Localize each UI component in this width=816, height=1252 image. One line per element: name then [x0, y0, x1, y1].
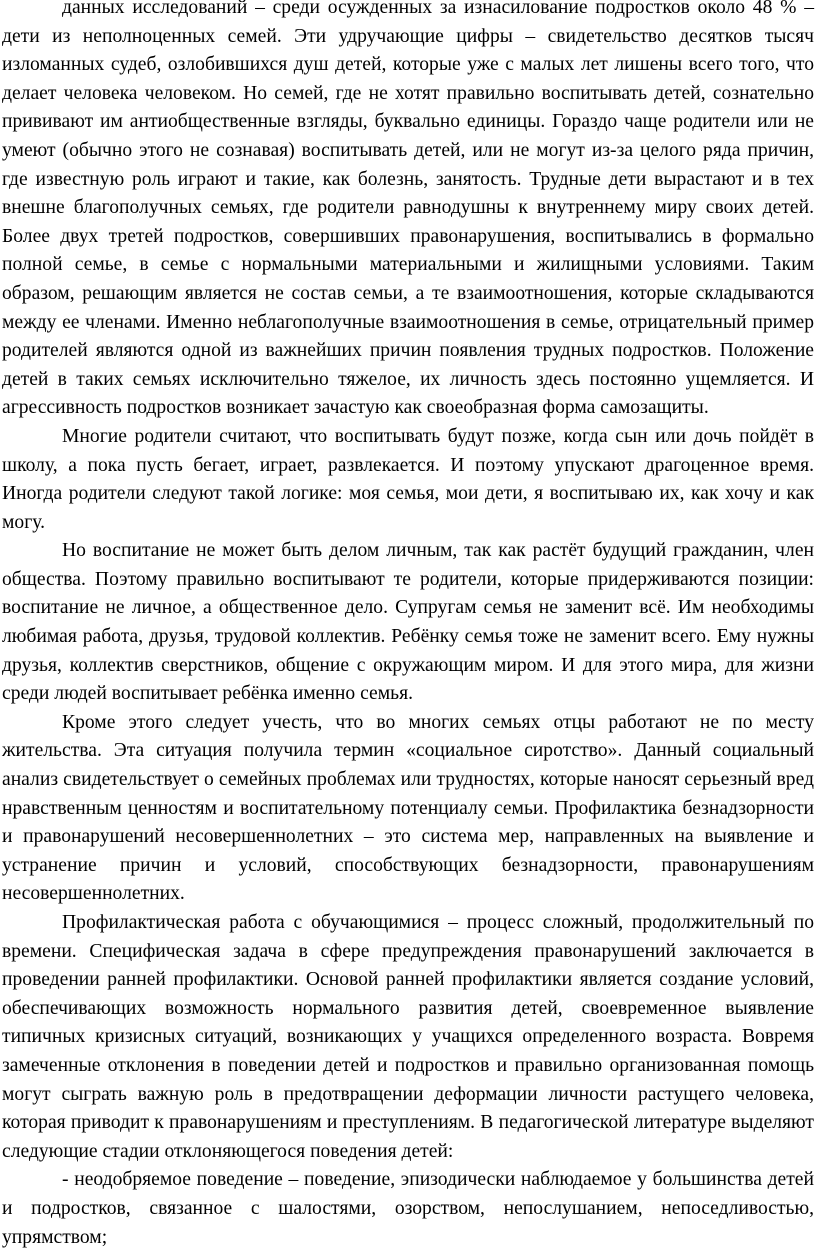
paragraph-upbringing-public: Но воспитание не может быть делом личным, так как растёт будущий гражданин, член общества. Поэтому правильно воспитывают те родители, которые придерживаются позиции: воспитание не личное, а общественное дело. Супругам семья не заменит всё. Им необходимы любимая работа, друзья, трудовой коллектив. Ребёнку семья тоже не заменит всего. Ему нужны друзья, коллектив сверстников, общение с окружающим миром. И для этого мира, для жизни среди людей воспитывает ребёнка именно семья.: [2, 540, 814, 705]
paragraph-continued: данных исследований – среди осужденных за изнасилование подростков около 48 % – дети из неполноценных семей. Эти удручающие цифры – свидетельство десятков тысяч изломанных судеб, озлобившихся душ детей, которые уже с малых лет лишены всего того, что делает человека человеком. Но семей, где не хотят правильно воспитывать детей, сознательно прививают им антиобщественные взгляды, буквально единицы. Гораздо чаще родители или не умеют (обычно этого не сознавая) воспитывать детей, или не могут из-за целого ряда причин, где известную роль играют и такие, как болезнь, занятость. Трудные дети вырастают и в тех внешне благополучных семьях, где родители равнодушны к внутреннему миру своих детей. Более двух третей подростков, совершивших правонарушения, воспитывались в формально полной семье, в семье с нормальными материальными и жилищными условиями. Таким образом, решающим является не состав семьи, а те взаимоотношения, которые складываются между ее членами. Именно неблагополучные взаимоотношения в семье, отрицательный пример родителей являются одной из важнейших причин появления трудных подростков. Положение детей в таких семьях исключительно тяжелое, их личность здесь постоянно ущемляется. И агрессивность подростков возникает зачастую как своеобразная форма самозащиты.: [2, 0, 814, 419]
paragraph-list-item-disapproved-behavior: - неодобряемое поведение – поведение, эпизодически наблюдаемое у большинства детей и подростков, связанное с шалостями, озорством, непослушанием, непоседливостью, упрямством;: [2, 1169, 814, 1248]
paragraph-parents-postpone: Многие родители считают, что воспитывать будут позже, когда сын или дочь пойдёт в школу, а пока пусть бегает, играет, развлекается. И поэтому упускают драгоценное время. Иногда родители следуют такой логике: моя семья, мои дети, я воспитываю их, как хочу и как могу.: [2, 425, 814, 533]
paragraph-prevention-work: Профилактическая работа с обучающимися – процесс сложный, продолжительный по времени. Специфическая задача в сфере предупреждения правонарушений заключается в проведении ранней профилактики. Основой ранней профилактики является создание условий, обеспечивающих возможность нормального развития детей, своевременное выявление типичных кризисных ситуаций, возникающих у учащихся определенного возраста. Вовремя замеченные отклонения в поведении детей и подростков и правильно организованная помощь могут сыграть важную роль в предотвращении деформации личности растущего человека, которая приводит к правонарушениям и преступлениям. В педагогической литературе выделяют следующие стадии отклоняющегося поведения детей:: [2, 912, 814, 1162]
paragraph-social-orphanhood: Кроме этого следует учесть, что во многих семьях отцы работают не по месту жительства. Эта ситуация получила термин «социальное сиротство». Данный социальный анализ свидетельствует о семейных проблемах или трудностях, которые наносят серьезный вред нравственным ценностям и воспитательному потенциалу семьи. Профилактика безнадзорности и правонарушений несовершеннолетних – это система мер, направленных на выявление и устранение причин и условий, способствующих безнадзорности, правонарушениям несовершеннолетних.: [2, 711, 814, 905]
